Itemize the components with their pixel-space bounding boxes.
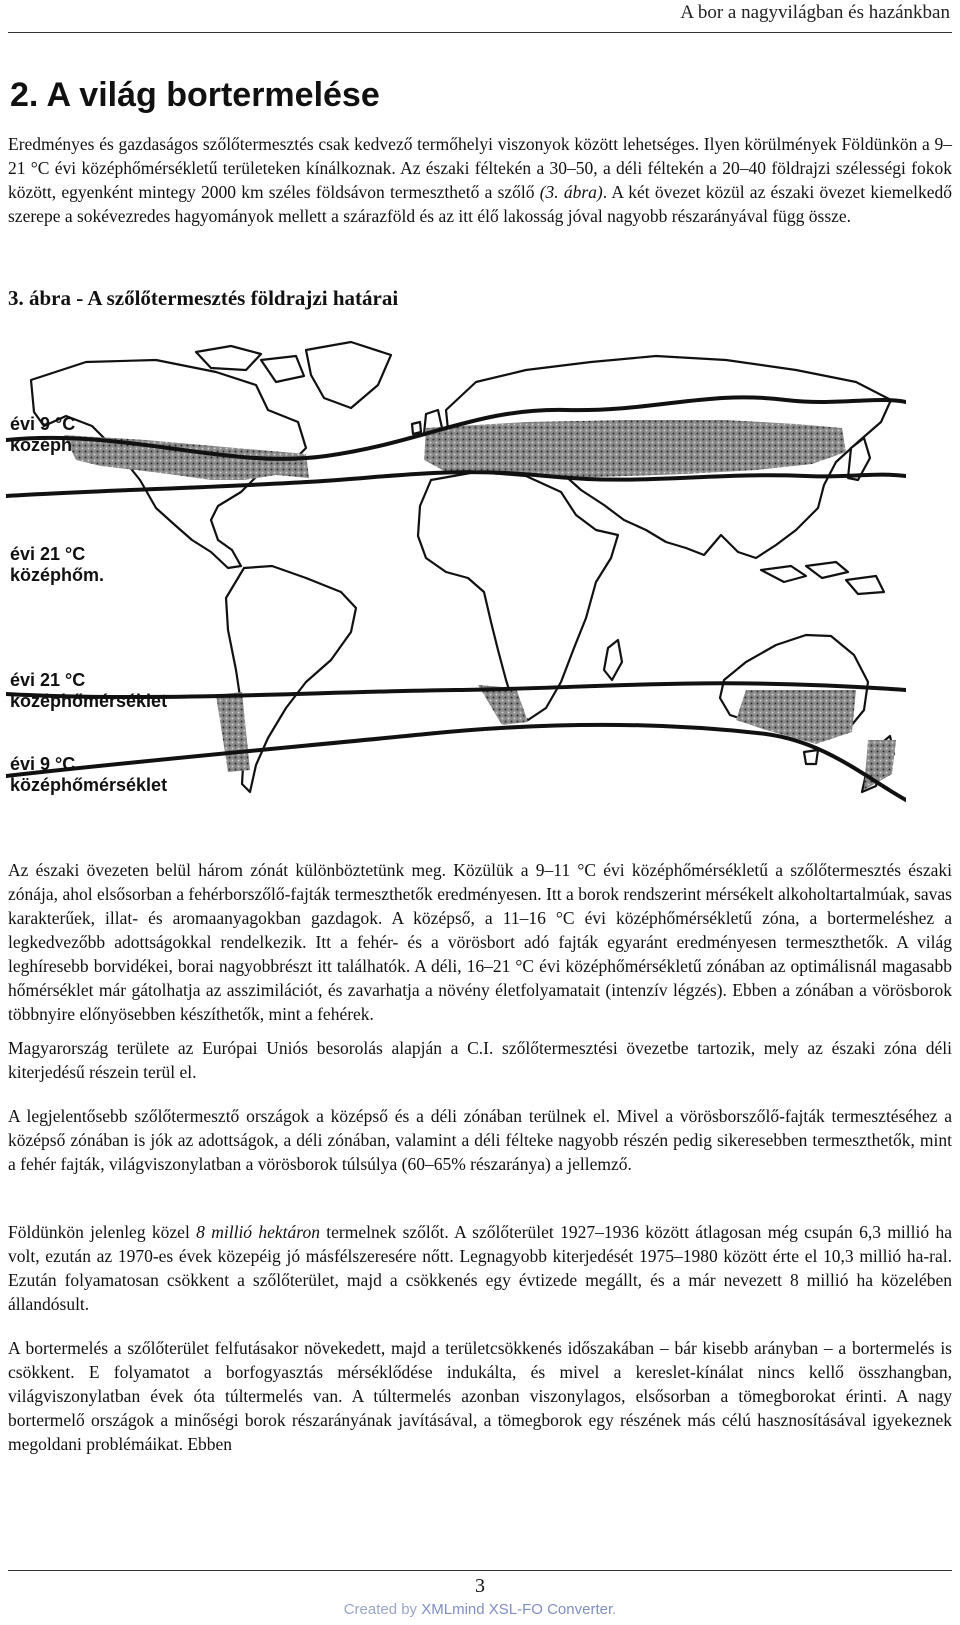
converter-credit: Created by XMLmind XSL-FO Converter. [343, 1601, 617, 1618]
area-text-2: termelnek szőlőt. A szőlőterület 1927–1936 között átlagosan még csupán 6,3 millió ha volt, ezután az 1970-es évek közepéig jó másfélszeresére nőtt. Legnagyobb kiterjedését 1975–1980 között érte el 10,3 millió ha-ral. Ezután folyamatosan csökkent a szőlőterület, majd a csökkenés egy évtizede megállt, és a már nevezett 8 millió ha közelében állandósult. [8, 1222, 952, 1314]
production-paragraph: A bortermelés a szőlőterület felfutásakor növekedett, majd a területcsökkenés időszakában – bár kisebb arányban – a bortermelés is csökkent. E folyamatot a borfogyasztás mérséklődése indukálta, és mivel a kereslet-kínálat nincs kellő összhangban, világviszonylatban évek óta túltermelés van. A túltermelés azonban viszonylagos, elsősorban a tömegborokat érinti. A nagy bortermelő országok a minőségi borok részarányának javításával, a tömegborok egy részének más célú hasznosításával igyekeznek megoldani problémáikat. Ebben [8, 1338, 952, 1454]
area-paragraph [8, 1220, 952, 1316]
intro-paragraph [8, 132, 952, 228]
label-north-21c: évi 21 °C középhőm. [10, 544, 105, 585]
area-text-1: Földünkön jelenleg közel [8, 1222, 197, 1242]
running-title: A bor a nagyvilágban és hazánkban [680, 2, 950, 23]
label-north-9c: évi 9 °C középh [10, 414, 76, 455]
header-divider [8, 32, 952, 33]
area-emphasis: 8 millió hektáron [196, 1222, 320, 1242]
world-map-figure [6, 330, 906, 838]
label-south-9c: évi 9 °C középhőmérséklet [10, 754, 168, 795]
figure-title: 3. ábra - A szőlőtermesztés földrajzi határai [8, 286, 399, 310]
zones-paragraph: Az északi övezeten belül három zónát különböztetünk meg. Közülük a 9–11 °C évi középhőmérsékletű a szőlőtermesztés északi zónája, ahol elsősorban a fehérborszőlő-fajták termeszthetők eredményesen. Itt a borok rendszerint mérsékelt alkoholtartalmúak, savas karakterűek, illat- és aromaanyagokban gazdagok. A középső, a 11–16 °C évi középhőmérsékletű zóna, a bortermeléshez a legkedvezőbb adottságokkal rendelkezik. Itt a fehér- és a vörösbort adó fajták egyaránt eredményesen termeszthetők. A világ leghíresebb borvidékei, borai nagyobbrészt itt találhatók. A déli, 16–21 °C évi középhőmérsékletű zónában az optimálisnál magasabb hőmérséklet már gátolhatja az asszimilációt, és zavarhatja a növény életfolyamatait (intenzív légzés). Ebben a zónában a vörösborok többnyire előnyösebben készíthetők, mint a fehérek. [8, 860, 952, 1024]
label-south-21c: évi 21 °C középhőmérséklet [10, 670, 168, 711]
section-title: 2. A világ bortermelése [10, 76, 380, 114]
hungary-paragraph: Magyarország területe az Európai Uniós besorolás alapján a C.I. szőlőtermesztési övezetbe tartozik, mely az északi zóna déli kiterjedésű részein terül el. [8, 1038, 952, 1082]
countries-paragraph: A legjelentősebb szőlőtermesztő országok a középső és a déli zónában terülnek el. Mivel a vörösborszőlő-fajták termesztéséhez a középső zónában is jók az adottságok, a déli zónában, valamint a déli félteke nagyobb részén pedig sikeresebben termeszthetők, mint a fehér fajták, világviszonylatban a vörösborok túlsúlya (60–65% részaránya) a jellemző. [8, 1106, 952, 1174]
converter-link[interactable]: XMLmind XSL-FO Converter [421, 1601, 613, 1618]
page-number: 3 [475, 1575, 485, 1597]
figure-reference[interactable]: (3. ábra) [539, 182, 603, 202]
greenland-shape [306, 342, 391, 408]
footer-divider [8, 1570, 952, 1571]
africa-shape [418, 472, 618, 720]
intro-text-2: . A két övezet közül az északi övezet kiemelkedő szerepe a sokévezredes hagyományok mellett a szárazföld és az itt élő lakosság jóval nagyobb részarányával függ össze. [8, 182, 952, 226]
intro-text-1: Eredményes és gazdaságos szőlőtermesztés csak kedvező termőhelyi viszonyok között lehetséges. Ilyen körülmények Földünkön a 9–21 °C évi középhőmérsékletű területeken kínálkoznak. Az északi féltekén a 30–50, a déli féltekén a 20–40 földrajzi szélességi fokok között, egyenként mintegy 2000 km széles földsávon termeszthető a szőlő [8, 134, 952, 202]
